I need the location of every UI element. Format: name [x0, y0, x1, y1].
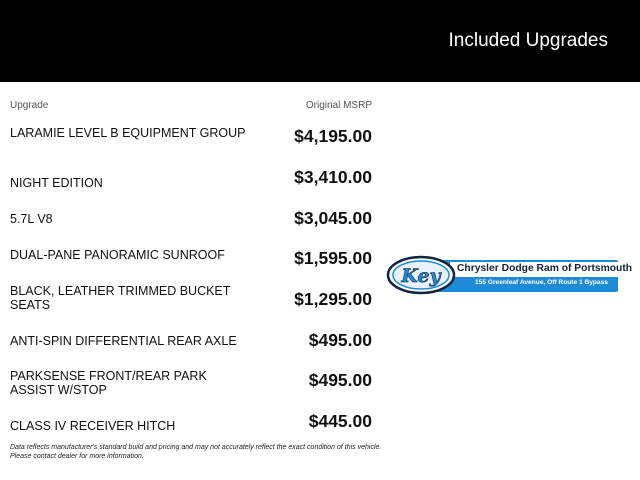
upgrade-price: $445.00: [308, 411, 372, 431]
dealer-name: Chrysler Dodge Ram of Portsmouth: [457, 263, 633, 274]
upgrade-price: $1,595.00: [294, 248, 372, 268]
svg-text:Key: Key: [401, 265, 441, 287]
table-row: [10, 167, 372, 207]
disclaimer-line: Please contact dealer for more information.: [10, 453, 144, 460]
upgrade-price: $1,295.00: [294, 289, 372, 309]
table-row: [10, 370, 372, 410]
dealer-logo: [386, 254, 633, 296]
column-header-upgrade: Upgrade: [10, 100, 49, 111]
upgrade-name: 5.7L V8: [10, 212, 53, 226]
column-header-msrp: Original MSRP: [305, 100, 372, 111]
table-row: [10, 248, 372, 288]
upgrade-name: PARKSENSE FRONT/REAR PARK ASSIST W/STOP: [10, 369, 207, 397]
upgrade-price: $3,045.00: [294, 208, 372, 228]
upgrade-name: BLACK, LEATHER TRIMMED BUCKET SEATS: [10, 284, 231, 312]
page-title: Included Upgrades: [448, 30, 608, 51]
table-row: [10, 126, 372, 166]
table-row: [10, 208, 372, 248]
upgrade-name: ANTI-SPIN DIFFERENTIAL REAR AXLE: [10, 334, 237, 348]
upgrade-price: $3,410.00: [294, 167, 372, 187]
upgrade-name: DUAL-PANE PANORAMIC SUNROOF: [10, 248, 225, 262]
disclaimer-line: Data reflects manufacturer's standard build and pricing and may not accurately reflect the exact condition of this vehicle.: [10, 444, 382, 451]
table-row: [10, 330, 372, 370]
disclaimer: [10, 443, 390, 461]
table-row: [10, 284, 372, 329]
key-logo-icon: [386, 255, 456, 295]
upgrade-name: NIGHT EDITION: [10, 176, 103, 190]
upgrade-price: $4,195.00: [294, 126, 372, 146]
upgrade-name: LARAMIE LEVEL B EQUIPMENT GROUP: [10, 126, 246, 140]
header-bar: [0, 0, 640, 82]
dealer-address: 155 Greenleaf Avenue, Off Route 1 Bypass: [475, 279, 608, 286]
upgrade-price: $495.00: [308, 330, 372, 350]
upgrade-price: $495.00: [308, 370, 372, 390]
upgrade-name: CLASS IV RECEIVER HITCH: [10, 419, 176, 433]
